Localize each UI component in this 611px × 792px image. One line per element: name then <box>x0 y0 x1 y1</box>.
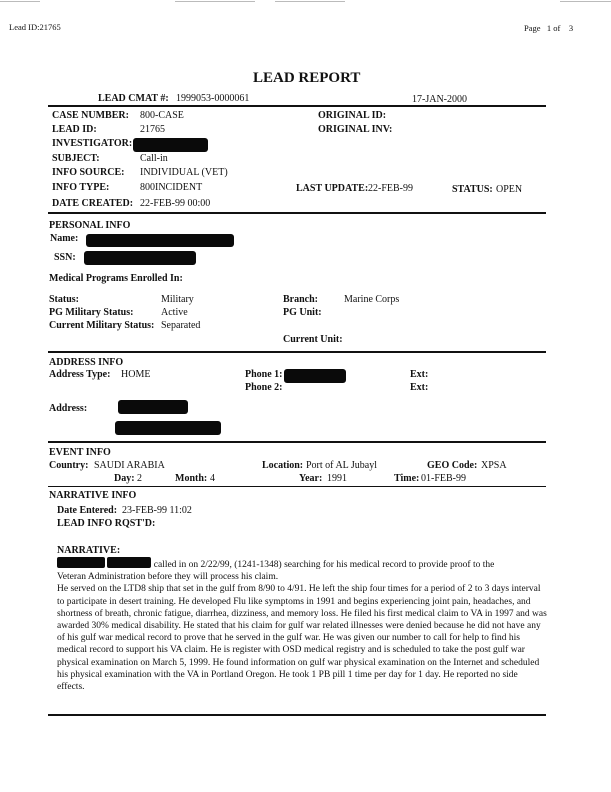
status-military-label: Status: <box>49 294 80 305</box>
report-date: 17-JAN-2000 <box>412 94 467 105</box>
narrative-text <box>57 557 547 693</box>
redacted-investigator <box>133 138 208 152</box>
redacted-address-line1 <box>118 400 188 414</box>
current-military-status-value: Separated <box>161 320 201 331</box>
day-value: 2 <box>137 473 142 484</box>
branch-label: Branch: <box>283 294 318 305</box>
date-entered-label: Date Entered: <box>57 505 118 516</box>
cmat-value: 1999053-0000061 <box>176 93 250 104</box>
phone2-label: Phone 2: <box>245 382 283 393</box>
phone1-label: Phone 1: <box>245 369 283 380</box>
redacted-address-line2 <box>115 421 221 435</box>
branch-value: Marine Corps <box>344 294 400 305</box>
header-lead-id: Lead ID:21765 <box>9 22 61 32</box>
location-value: Port of AL Jubayl <box>306 460 378 471</box>
redacted-caller-name <box>57 557 105 568</box>
status-value: OPEN <box>496 184 523 195</box>
report-title: LEAD REPORT <box>253 70 361 86</box>
year-label: Year: <box>299 473 323 484</box>
divider <box>48 105 546 107</box>
current-unit-label: Current Unit: <box>283 334 343 345</box>
address-label: Address: <box>49 403 88 414</box>
address-type-value: HOME <box>121 369 151 380</box>
scan-mark <box>275 1 345 2</box>
month-value: 4 <box>210 473 215 484</box>
redacted-ssn <box>84 251 196 265</box>
info-type-value: 800INCIDENT <box>140 182 203 193</box>
divider <box>48 351 546 353</box>
case-number-label: CASE NUMBER: <box>52 110 129 121</box>
cmat-label: LEAD CMAT #: <box>98 93 169 104</box>
date-created-label: DATE CREATED: <box>52 198 134 209</box>
lead-id-value: 21765 <box>140 124 165 135</box>
year-value: 1991 <box>327 473 347 484</box>
location-label: Location: <box>262 460 304 471</box>
divider <box>48 486 546 487</box>
redacted-phone1 <box>284 369 346 383</box>
scan-mark <box>175 1 255 2</box>
name-label: Name: <box>50 233 79 244</box>
info-source-value: INDIVIDUAL (VET) <box>140 167 228 178</box>
subject-label: SUBJECT: <box>52 153 100 164</box>
original-id-label: ORIGINAL ID: <box>318 110 387 121</box>
redacted-name <box>86 234 234 247</box>
investigator-label: INVESTIGATOR: <box>52 138 133 149</box>
time-label: Time: <box>394 473 420 484</box>
page-label: Page <box>524 23 541 33</box>
geo-code-label: GEO Code: <box>427 460 478 471</box>
subject-value: Call-in <box>140 153 168 164</box>
current-military-status-label: Current Military Status: <box>49 320 155 331</box>
scan-mark <box>560 1 611 2</box>
page-total: 3 <box>568 23 574 33</box>
status-label: STATUS: <box>452 184 493 195</box>
ext2-label: Ext: <box>410 382 429 393</box>
event-info-heading: EVENT INFO <box>49 447 111 458</box>
divider <box>48 212 546 214</box>
original-inv-label: ORIGINAL INV: <box>318 124 393 135</box>
redacted-caller-name <box>107 557 151 568</box>
ssn-label: SSN: <box>54 252 76 263</box>
medical-programs-label: Medical Programs Enrolled In: <box>49 273 183 284</box>
narrative-first-line: called in on 2/22/99, (1241-1348) searching for his medical record to provide proof to the <box>153 560 495 570</box>
status-military-value: Military <box>161 294 194 305</box>
divider <box>48 714 546 716</box>
pg-unit-label: PG Unit: <box>283 307 322 318</box>
day-label: Day: <box>114 473 135 484</box>
pg-military-status-value: Active <box>161 307 188 318</box>
date-created-value: 22-FEB-99 00:00 <box>140 198 211 209</box>
geo-code-value: XPSA <box>481 460 507 471</box>
month-label: Month: <box>175 473 208 484</box>
date-entered-value: 23-FEB-99 11:02 <box>122 505 192 516</box>
last-update-label: LAST UPDATE: <box>296 183 369 194</box>
case-number-value: 800-CASE <box>140 110 184 121</box>
info-source-label: INFO SOURCE: <box>52 167 125 178</box>
divider <box>48 441 546 443</box>
address-type-label: Address Type: <box>49 369 111 380</box>
scan-mark <box>0 1 40 2</box>
narrative-label: NARRATIVE: <box>57 545 121 556</box>
narrative-info-heading: NARRATIVE INFO <box>49 490 137 501</box>
page-indicator <box>524 23 573 33</box>
page-number: 1 of <box>546 23 561 33</box>
lead-id-label: LEAD ID: <box>52 124 97 135</box>
pg-military-status-label: PG Military Status: <box>49 307 134 318</box>
info-type-label: INFO TYPE: <box>52 182 110 193</box>
narrative-body: Veteran Administration before they will process his claim. He served on the LTD8 ship that set in the gulf from 8/90 to 4/91. He left the ship four times for a period of 2 to 3 days interval to participate in desert training. He developed Flu like symptoms in 1991 and begins experiencing joint pain, headaches, and shortness of breath, chronic fatigue, diarrhea, dizziness, and memory loss. He filed his first medical claim to VA in 1997 and was awarded 30% medical disability. He stated that his claim for gulf war related illnesses were denied because he did not have any of his gulf war medical record to prove that he served in the gulf war. He was given our number to call for help to find his medical record to support his VA claim. He is register with OSD medical registry and is scheduled to take the post gulf war physical examination on March 5, 1999. He found information on gulf war physical examination on the Internet and scheduled his physical examination with the VA in Portland Oregon. He took 1 PB pill 1 time per day for 1 day. He reported no side effects. <box>57 572 547 693</box>
country-value: SAUDI ARABIA <box>94 460 165 471</box>
personal-info-heading: PERSONAL INFO <box>49 220 131 231</box>
ext1-label: Ext: <box>410 369 429 380</box>
last-update-value: 22-FEB-99 <box>368 183 413 194</box>
time-value: 01-FEB-99 <box>421 473 466 484</box>
country-label: Country: <box>49 460 89 471</box>
lead-info-rqst-label: LEAD INFO RQST'D: <box>57 518 156 529</box>
address-info-heading: ADDRESS INFO <box>49 357 124 368</box>
